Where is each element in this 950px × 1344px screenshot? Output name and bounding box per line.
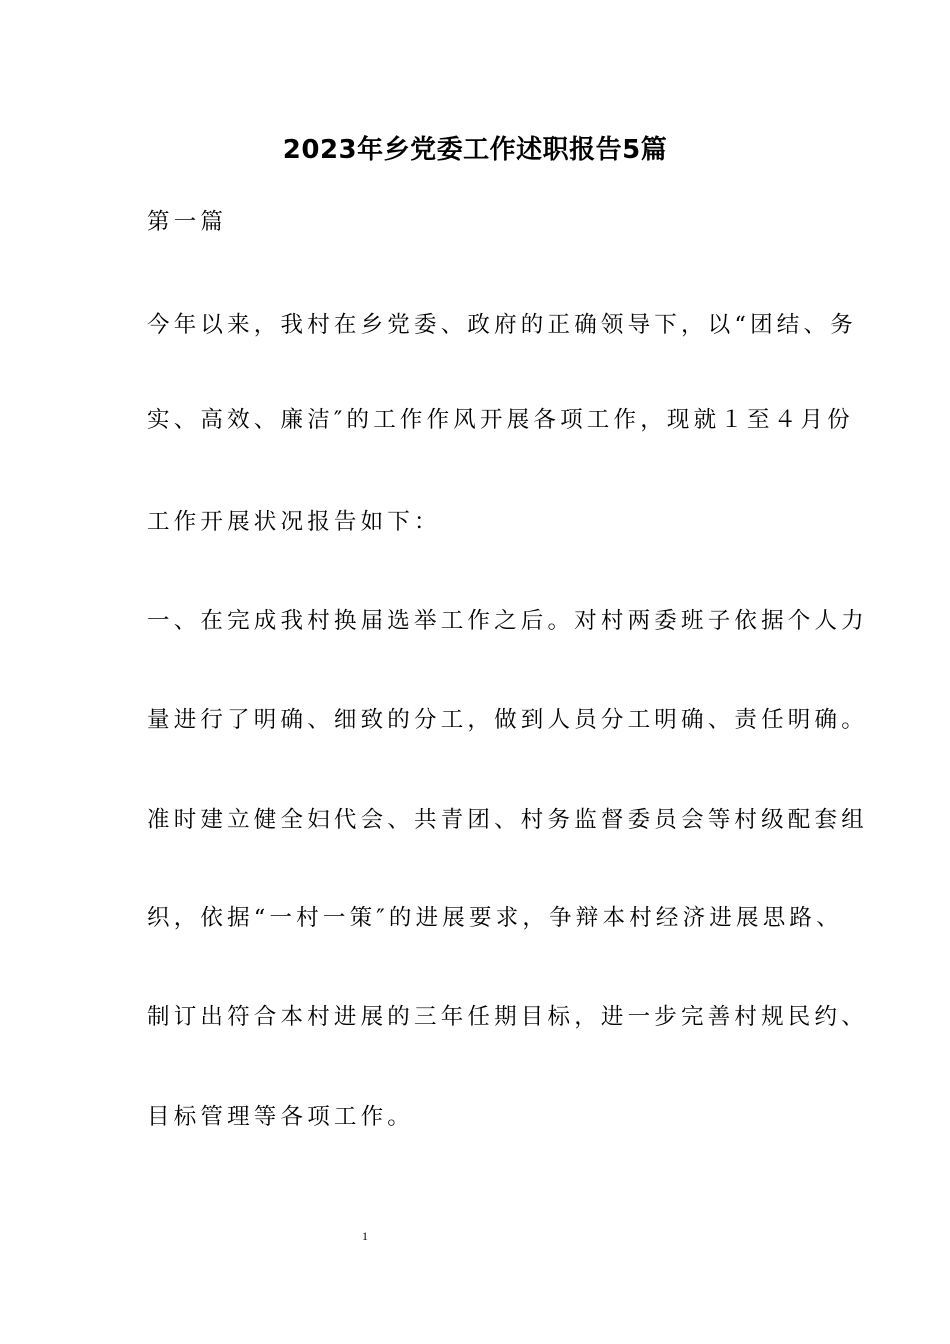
- body-line: 量进行了明确、细致的分工，做到人员分工明确、责任明确。: [147, 707, 868, 733]
- body-line: 今年以来，我村在乡党委、政府的正确领导下，以“团结、务: [147, 312, 857, 338]
- body-line: 准时建立健全妇代会、共青团、村务监督委员会等村级配套组: [147, 807, 868, 833]
- body-line: 织，依据“一村一策″的进展要求，争辩本村经济进展思路、: [147, 905, 843, 931]
- body-line: 目标管理等各项工作。: [147, 1104, 415, 1130]
- section-label: 第一篇: [147, 209, 228, 235]
- document-title: 2023年乡党委工作述职报告5篇: [282, 135, 668, 165]
- body-line: 一、在完成我村换届选举工作之后。对村两委班子依据个人力: [147, 608, 868, 634]
- body-line: 工作开展状况报告如下：: [147, 509, 441, 535]
- body-line: 实、高效、廉洁″的工作作风开展各项工作，现就１至４月份: [147, 407, 854, 433]
- body-line: 制订出符合本村进展的三年任期目标，进一步完善村规民约、: [147, 1004, 868, 1030]
- page-number: 1: [362, 1229, 368, 1243]
